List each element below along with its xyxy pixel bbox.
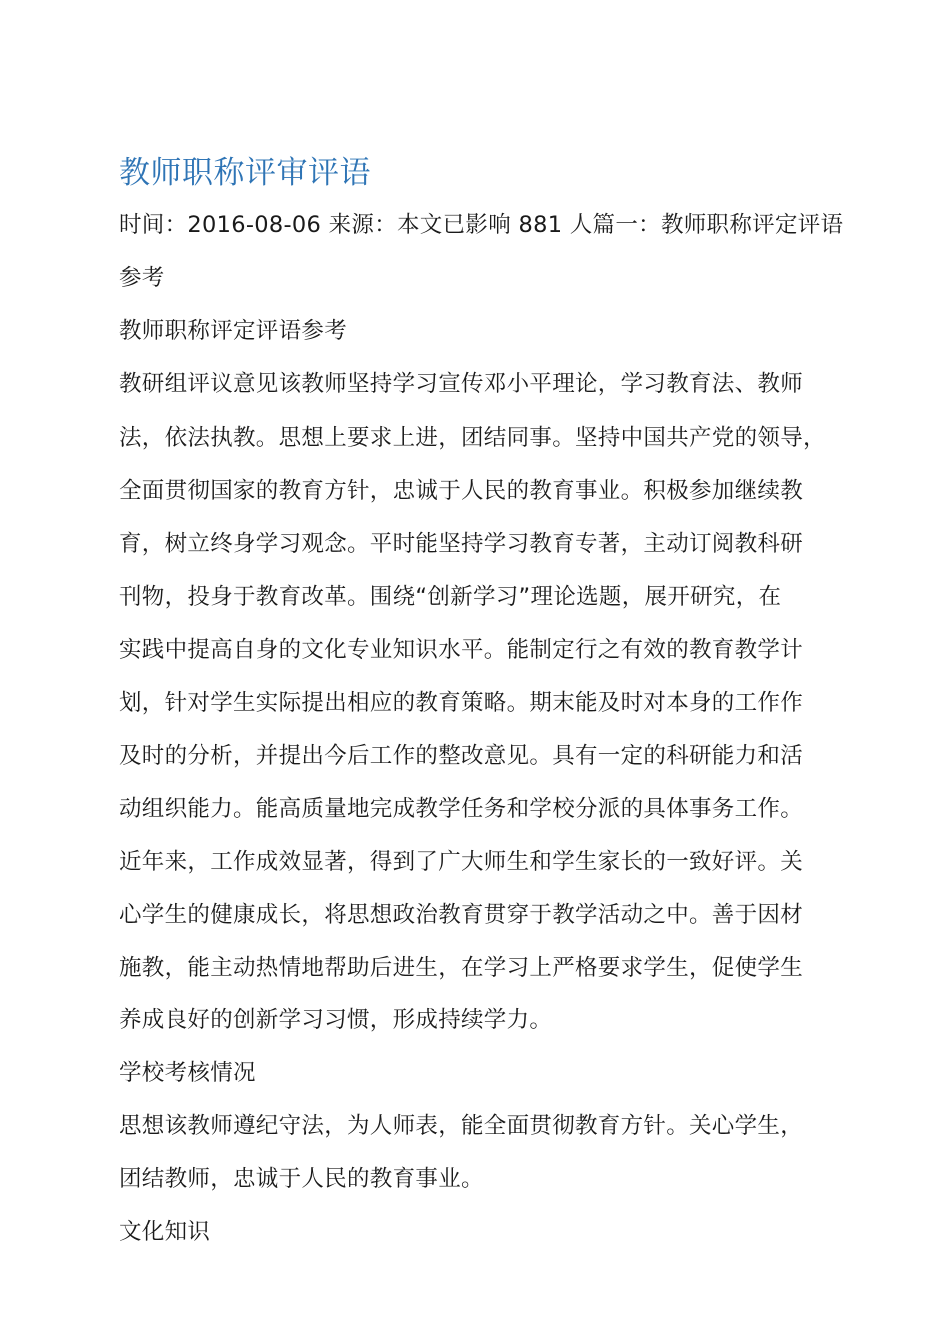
text-line: 育，树立终身学习观念。平时能坚持学习教育专著，主动订阅教科研 [119,531,804,557]
text-line: 全面贯彻国家的教育方针，忠诚于人民的教育事业。积极参加继续教 [119,478,804,504]
section-heading: 文化知识 [119,1219,211,1245]
text-line: 划，针对学生实际提出相应的教育策略。期末能及时对本身的工作作 [119,690,804,716]
text-line: 思想该教师遵纪守法，为人师表，能全面贯彻教育方针。关心学生， [119,1113,804,1139]
text-line: 养成良好的创新学习习惯，形成持续学力。 [119,1007,553,1033]
text-line: 教师职称评定评语参考 [119,318,348,344]
text-line: 动组织能力。能高质量地完成教学任务和学校分派的具体事务工作。 [119,796,804,822]
text-line: 团结教师，忠诚于人民的教育事业。 [119,1166,484,1192]
text-line: 及时的分析，并提出今后工作的整改意见。具有一定的科研能力和活 [119,743,804,769]
text-line: 教研组评议意见该教师坚持学习宣传邓小平理论，学习教育法、教师 [119,371,804,397]
document-title: 教师职称评审评语 [119,155,371,191]
text-line: 刊物，投身于教育改革。围绕“创新学习”理论选题，展开研究，在 [119,584,782,610]
section-heading: 学校考核情况 [119,1060,256,1086]
text-line: 参考 [119,265,165,291]
text-line: 施教，能主动热情地帮助后进生，在学习上严格要求学生，促使学生 [119,955,804,981]
text-line: 法，依法执教。思想上要求上进，团结同事。坚持中国共产党的领导， [119,425,826,451]
text-line: 心学生的健康成长，将思想政治教育贯穿于教学活动之中。善于因材 [119,902,804,928]
text-line: 实践中提高自身的文化专业知识水平。能制定行之有效的教育教学计 [119,637,804,663]
text-line: 近年来，工作成效显著，得到了广大师生和学生家长的一致好评。关 [119,849,804,875]
text-line: 时间：2016-08-06 来源：本文已影响 881 人篇一：教师职称评定评语 [119,212,844,238]
